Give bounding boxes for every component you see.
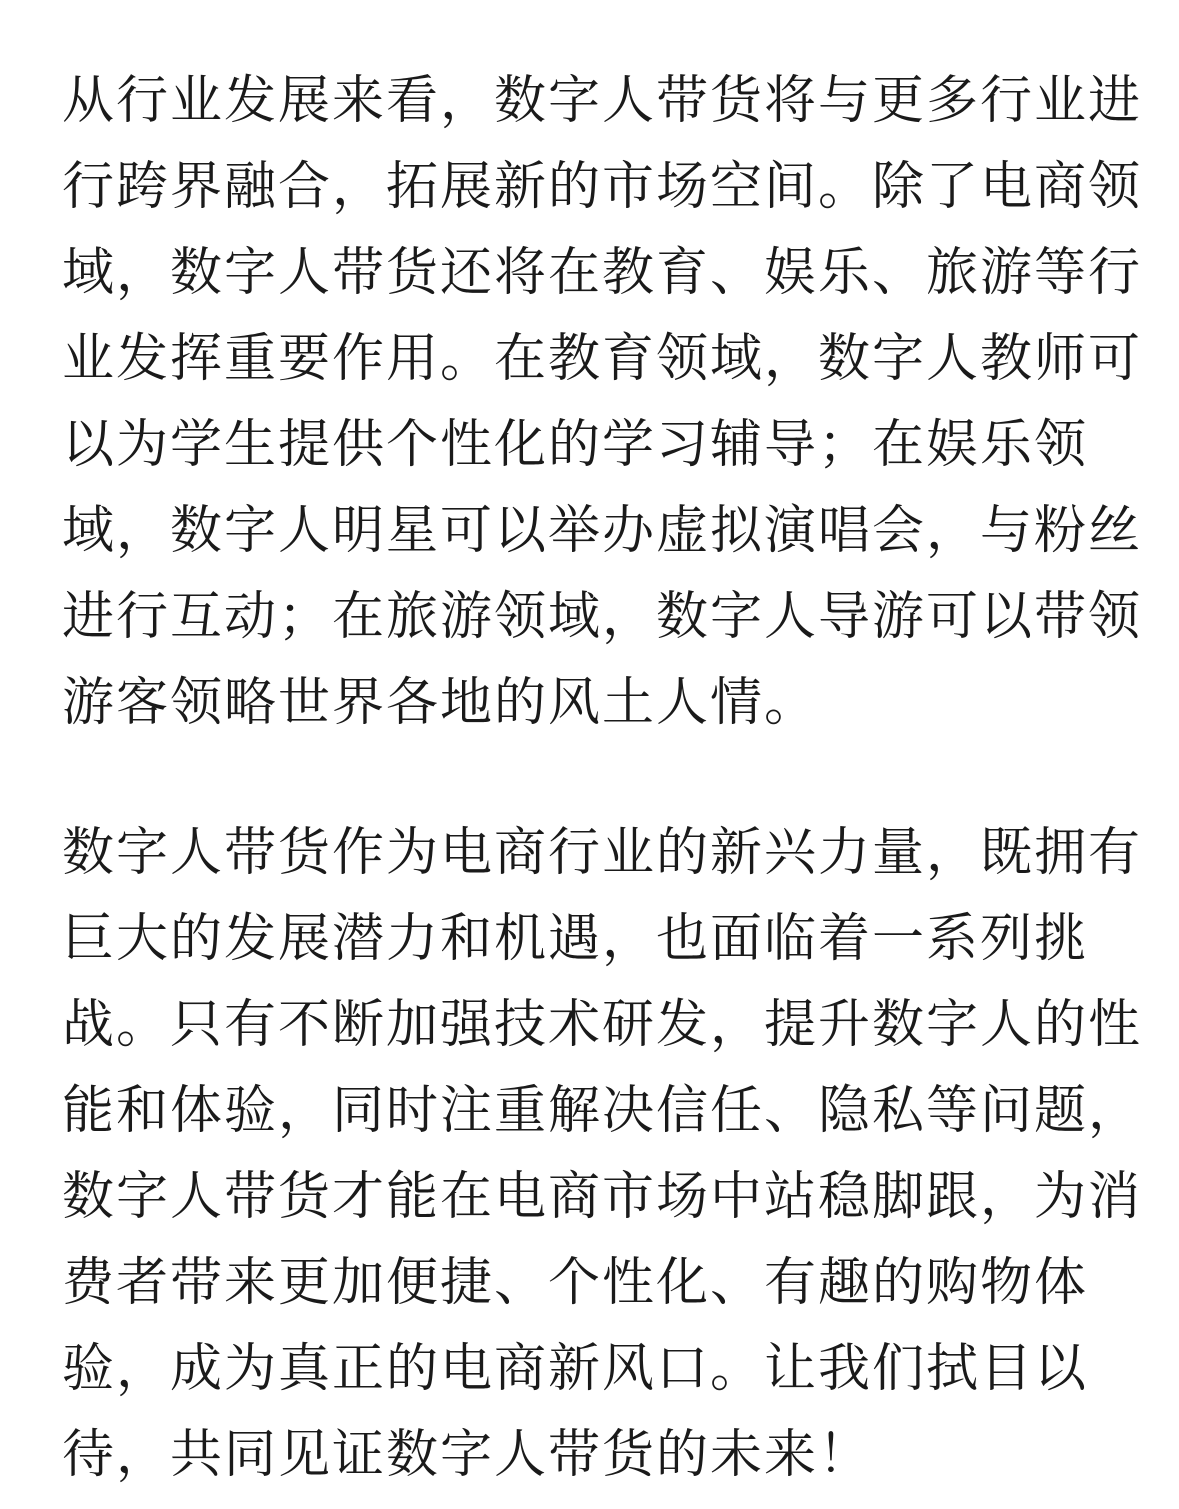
article-body: [62, 58, 1143, 1498]
text-line: 费者带来更加便捷、个性化、有趣的购物体: [62, 1253, 1089, 1313]
text-line: 数字人带货作为电商行业的新兴力量，既拥有: [62, 823, 1143, 883]
text-line: 能和体验，同时注重解决信任、隐私等问题，: [62, 1081, 1143, 1141]
paragraph-conclusion: [62, 810, 1143, 1498]
text-line: 待，共同见证数字人带货的未来！: [62, 1425, 873, 1485]
text-line: 战。只有不断加强技术研发，提升数字人的性: [62, 995, 1143, 1055]
paragraph-industry-outlook: [62, 58, 1143, 746]
text-line: 以为学生提供个性化的学习辅导；在娱乐领: [62, 415, 1089, 475]
text-line: 从行业发展来看，数字人带货将与更多行业进: [62, 71, 1143, 131]
text-line: 游客领略世界各地的风土人情。: [62, 673, 819, 733]
text-line: 进行互动；在旅游领域，数字人导游可以带领: [62, 587, 1143, 647]
text-line: 域，数字人明星可以举办虚拟演唱会，与粉丝: [62, 501, 1143, 561]
text-line: 行跨界融合，拓展新的市场空间。除了电商领: [62, 157, 1143, 217]
text-line: 验，成为真正的电商新风口。让我们拭目以: [62, 1339, 1089, 1399]
text-line: 巨大的发展潜力和机遇，也面临着一系列挑: [62, 909, 1089, 969]
text-line: 数字人带货才能在电商市场中站稳脚跟，为消: [62, 1167, 1143, 1227]
text-line: 业发挥重要作用。在教育领域，数字人教师可: [62, 329, 1143, 389]
text-line: 域，数字人带货还将在教育、娱乐、旅游等行: [62, 243, 1143, 303]
